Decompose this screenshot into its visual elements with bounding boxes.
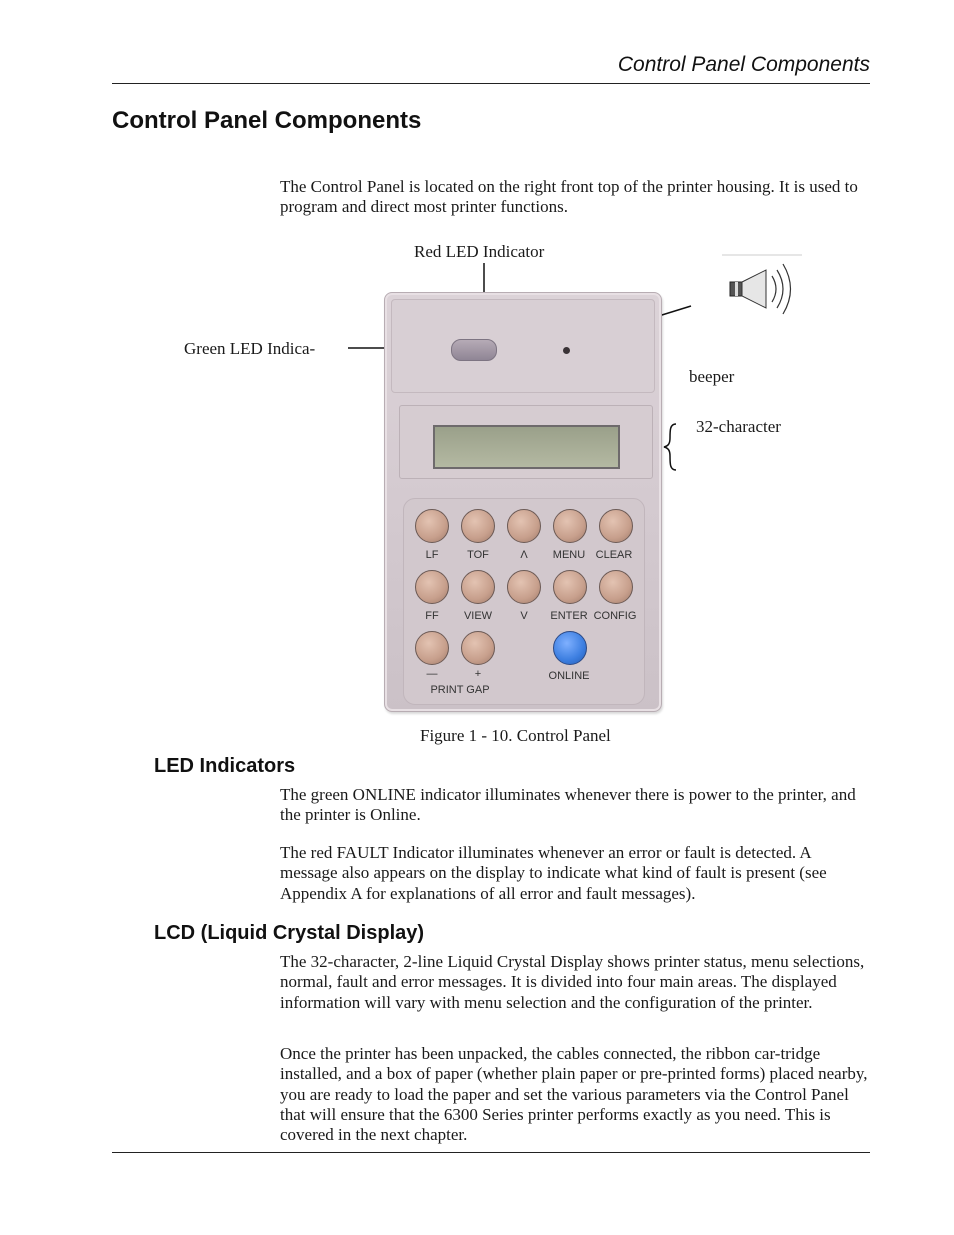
speaker-icon xyxy=(722,255,802,314)
green-led-label: Green LED Indica- xyxy=(184,339,316,358)
section-title: Control Panel Components xyxy=(112,107,422,134)
config-key-label: CONFIG xyxy=(593,610,637,622)
up-key-label: Λ xyxy=(520,549,528,561)
beeper-label: beeper xyxy=(689,367,735,386)
print-gap-label: PRINT GAP xyxy=(430,684,490,696)
lcd-paragraph-2: Once the printer has been unpacked, the cables connected, the ribbon car-tridge installed, and a box of paper (whether plain paper or pre-printed forms) placed nearby, you are ready to load the paper and set the various parameters via the Control Panel that will ensure that the 6300 Series printer performs exactly as you need. This is covered in the next chapter. xyxy=(280,1044,868,1145)
figure-caption: Figure 1 - 10. Control Panel xyxy=(420,726,611,745)
ff-key[interactable] xyxy=(415,570,449,604)
clear-key[interactable] xyxy=(599,509,633,543)
lf-key-label: LF xyxy=(425,549,439,561)
config-key[interactable] xyxy=(599,570,633,604)
plus-key[interactable] xyxy=(461,631,495,665)
enter-key-label: ENTER xyxy=(550,610,588,622)
menu-key[interactable] xyxy=(553,509,587,543)
lf-key[interactable] xyxy=(415,509,449,543)
plus-key-label: + xyxy=(474,668,482,680)
lcd-label: 32-character xyxy=(696,417,781,436)
clear-key-label: CLEAR xyxy=(595,549,633,561)
lcd-paragraph-1: The 32-character, 2-line Liquid Crystal Display shows printer status, menu selections, normal, fault and error messages. It is divided into four main areas. The displayed information will vary with menu selection and the configuration of the printer. xyxy=(280,952,865,1012)
online-key[interactable] xyxy=(553,631,587,665)
footer-rule xyxy=(112,1152,870,1153)
green-led-indicator xyxy=(451,339,497,361)
lcd-section-title: LCD (Liquid Crystal Display) xyxy=(154,922,425,944)
intro-paragraph: The Control Panel is located on the right front top of the printer housing. It is used to program and direct most printer functions. xyxy=(280,177,858,217)
lcd-brace xyxy=(664,424,676,470)
down-key-label: V xyxy=(520,610,528,622)
view-key[interactable] xyxy=(461,570,495,604)
led-paragraph-1: The green ONLINE indicator illuminates whenever there is power to the printer, and the printer is Online. xyxy=(280,785,856,825)
tof-key-label: TOF xyxy=(467,549,489,561)
ff-key-label: FF xyxy=(425,610,439,622)
led-paragraph-2: The red FAULT Indicator illuminates whenever an error or fault is detected. A message also appears on the display to indicate what kind of fault is present (see Appendix A for explanations of all error and fault messages). xyxy=(280,843,827,903)
enter-key[interactable] xyxy=(553,570,587,604)
view-key-label: VIEW xyxy=(463,610,493,622)
down-key[interactable] xyxy=(507,570,541,604)
up-key[interactable] xyxy=(507,509,541,543)
panel-top-section xyxy=(391,299,655,393)
menu-key-label: MENU xyxy=(552,549,586,561)
led-section-title: LED Indicators xyxy=(154,755,296,777)
beeper-hole xyxy=(563,347,570,354)
online-key-label: ONLINE xyxy=(548,670,590,682)
lcd-screen xyxy=(433,425,620,469)
running-header: Control Panel Components xyxy=(617,53,870,76)
tof-key[interactable] xyxy=(461,509,495,543)
red-led-label: Red LED Indicator xyxy=(414,242,545,261)
minus-key[interactable] xyxy=(415,631,449,665)
minus-key-label: — xyxy=(426,668,438,680)
